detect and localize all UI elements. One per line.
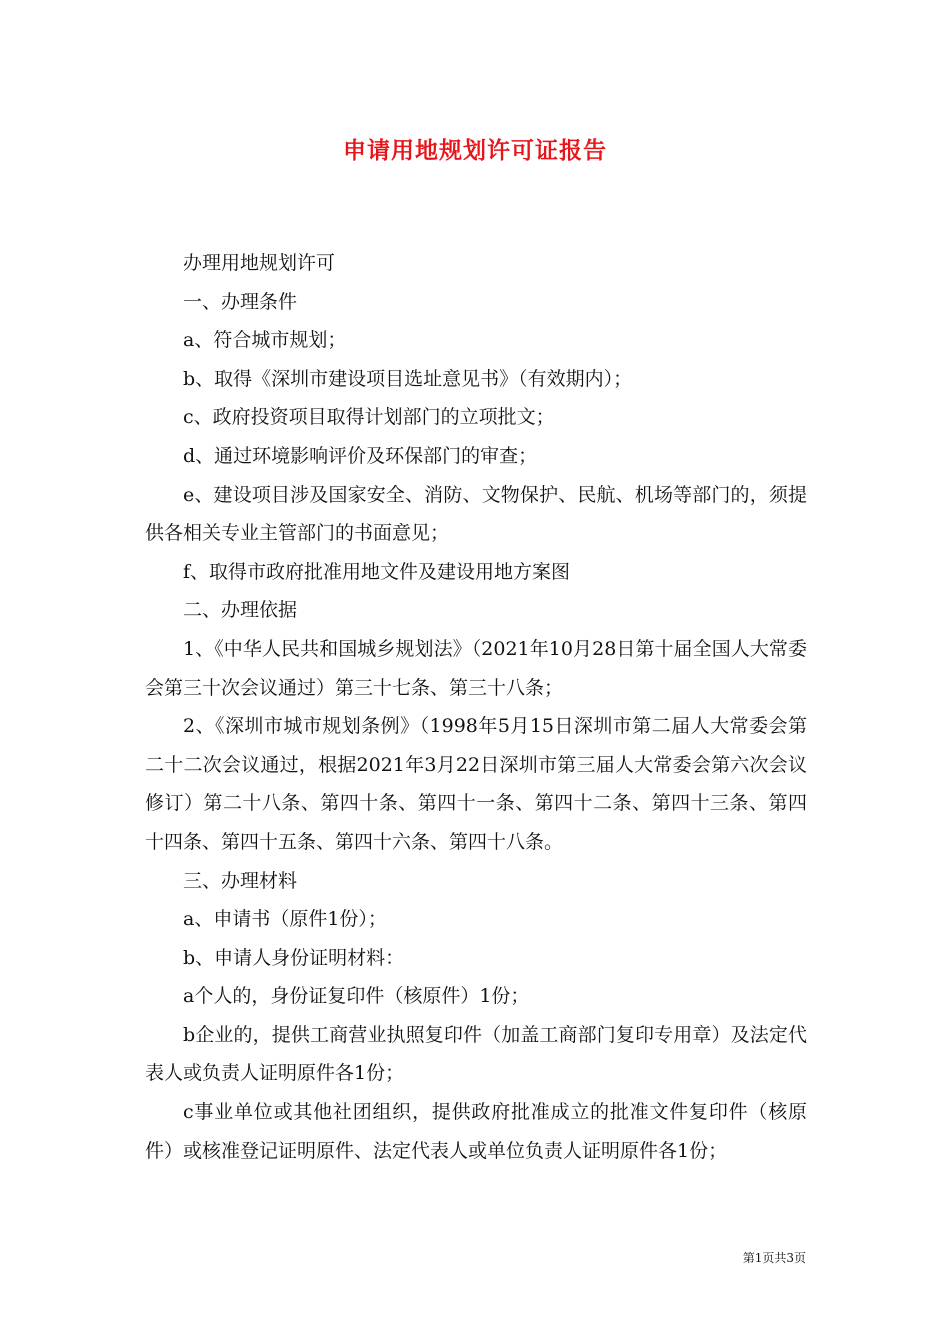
section-heading-conditions: 一、办理条件: [183, 290, 298, 313]
material-subitem-a: a个人的，身份证复印件（核原件）1份；: [183, 985, 530, 1008]
material-item-b: b、申请人身份证明材料：: [183, 946, 405, 969]
document-body: [145, 244, 807, 1170]
material-item-a: a、申请书（原件1份）；: [183, 908, 387, 931]
page-number: 第1页共3页: [742, 1251, 806, 1265]
condition-item-e: e、建设项目涉及国家安全、消防、文物保护、民航、机场等部门的，须提供各相关专业主管部门的书面意见；: [145, 483, 807, 545]
condition-item-a: a、符合城市规划；: [183, 329, 347, 352]
condition-item-f: f、取得市政府批准用地文件及建设用地方案图: [183, 560, 571, 583]
page-title: 申请用地规划许可证报告: [343, 137, 607, 164]
condition-item-d: d、通过环境影响评价及环保部门的审查；: [183, 444, 538, 467]
basis-item-2: 2、《深圳市城市规划条例》（1998年5月15日深圳市第二届人大常委会第二十二次会议通过，根据2021年3月22日深圳市第三届人大常委会第六次会议修订）第二十八条、第四十条、第四十一条、第四十二条、第四十三条、第四十四条、第四十五条、第四十六条、第四十八条。: [145, 715, 807, 853]
material-subitem-b: b企业的，提供工商营业执照复印件（加盖工商部门复印专用章）及法定代表人或负责人证明原件各1份；: [145, 1023, 807, 1085]
basis-item-1: 1、《中华人民共和国城乡规划法》（2021年10月28日第十届全国人大常委会第三十次会议通过）第三十七条、第三十八条；: [145, 637, 807, 699]
material-subitem-c: c事业单位或其他社团组织，提供政府批准成立的批准文件复印件（核原件）或核准登记证明原件、法定代表人或单位负责人证明原件各1份；: [145, 1101, 807, 1162]
section-heading-basis: 二、办理依据: [183, 599, 298, 622]
condition-item-c: c、政府投资项目取得计划部门的立项批文；: [183, 406, 555, 429]
section-heading-materials: 三、办理材料: [183, 869, 298, 892]
condition-item-b: b、取得《深圳市建设项目选址意见书》（有效期内）；: [183, 367, 633, 390]
paragraph-heading-intro: 办理用地规划许可: [183, 252, 336, 274]
